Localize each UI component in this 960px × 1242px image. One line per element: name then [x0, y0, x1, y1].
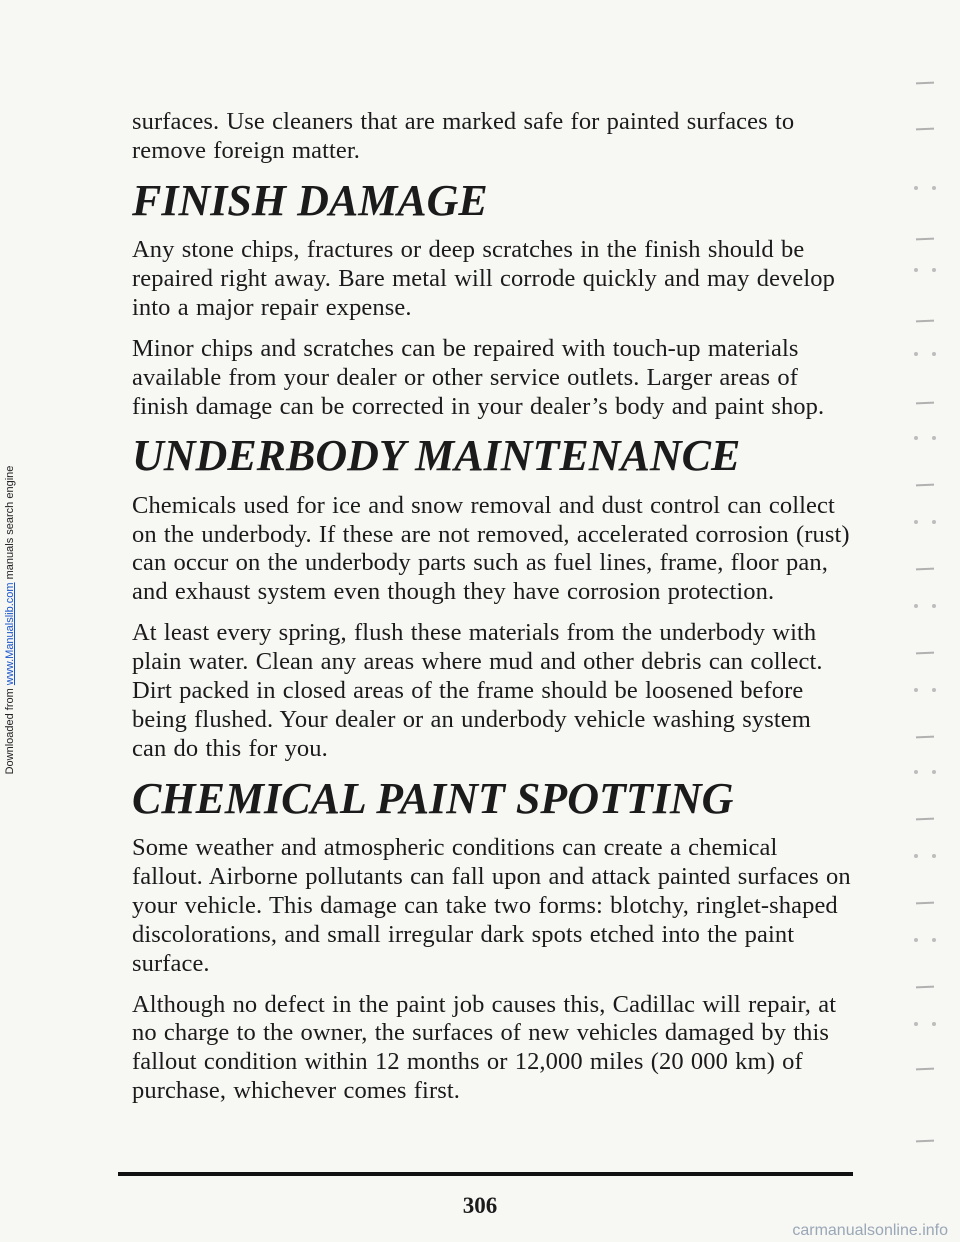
site-watermark: carmanualsonline.info — [792, 1222, 948, 1239]
binder-mark — [916, 402, 934, 405]
finish-damage-paragraph-2: Minor chips and scratches can be repaired with touch-up materials available from your dealer or other service outlets. Larger areas of finish damage can be corrected in your dealer’s body and paint shop. — [132, 334, 825, 420]
download-banner-suffix: manuals search engine — [4, 465, 16, 580]
binder-mark — [916, 568, 934, 571]
download-banner-prefix: Downloaded from — [4, 688, 16, 775]
binder-mark — [914, 520, 936, 524]
underbody-paragraph-1: Chemicals used for ice and snow removal and dust control can collect on the underbody. If these are not removed, accelerated corrosion (rust) can occur on the underbody parts such as fuel lines, frame, floor pan, and exhaust system even though they have corrosion protection. — [132, 491, 850, 606]
binder-mark — [916, 902, 934, 905]
binder-mark — [914, 938, 936, 942]
binder-mark — [914, 604, 936, 608]
download-banner-text — [4, 10, 16, 1230]
page-footer-rule — [118, 1172, 853, 1176]
binder-mark — [916, 484, 934, 487]
page-content — [132, 108, 852, 1106]
download-banner — [0, 4, 16, 1238]
binder-mark — [916, 82, 934, 85]
binder-mark — [914, 688, 936, 692]
binder-mark — [914, 1022, 936, 1026]
heading-underbody-maintenance: UNDERBODY MAINTENANCE — [132, 431, 741, 481]
binder-mark — [916, 652, 934, 655]
binder-mark — [914, 268, 936, 272]
manualslib-link[interactable]: www.Manualslib.com — [4, 582, 16, 686]
intro-paragraph: surfaces. Use cleaners that are marked safe for painted surfaces to remove foreign matter. — [132, 108, 795, 164]
binder-mark — [914, 854, 936, 858]
binder-mark — [914, 436, 936, 440]
binder-mark — [914, 352, 936, 356]
binder-mark — [914, 770, 936, 774]
paint-spotting-paragraph-2: Although no defect in the paint job causes this, Cadillac will repair, at no charge to the owner, the surfaces of new vehicles damaged by this fallout condition within 12 months or 12,000 miles (20 000 km) of purchase, whichever comes first. — [132, 990, 837, 1105]
heading-finish-damage: FINISH DAMAGE — [132, 175, 488, 225]
binder-mark — [916, 736, 934, 739]
binder-mark — [916, 320, 934, 323]
binder-mark — [916, 818, 934, 821]
underbody-paragraph-2: At least every spring, flush these materials from the underbody with plain water. Clean any areas where mud and other debris can collect. Dirt packed in closed areas of the frame should be loosened before being flushed. Your dealer or an underbody vehicle washing system can do this for you. — [132, 619, 823, 762]
binder-mark — [916, 1140, 934, 1143]
finish-damage-paragraph-1: Any stone chips, fractures or deep scratches in the finish should be repaired right away. Bare metal will corrode quickly and may develop into a major repair expense. — [132, 236, 835, 321]
binder-mark — [916, 986, 934, 989]
page-number: 306 — [462, 1193, 498, 1218]
binder-mark — [914, 186, 936, 190]
binder-mark — [916, 1068, 934, 1071]
heading-chemical-paint-spotting: CHEMICAL PAINT SPOTTING — [132, 773, 734, 823]
binder-mark — [916, 128, 934, 131]
binder-mark — [916, 238, 934, 241]
binder-marks — [870, 0, 960, 1242]
paint-spotting-paragraph-1: Some weather and atmospheric conditions can create a chemical fallout. Airborne pollutants can fall upon and attack painted surfaces on your vehicle. This damage can take two forms: blotchy, ringlet-shaped discolorations, and small irregular dark spots etched into the paint surface. — [132, 833, 851, 977]
